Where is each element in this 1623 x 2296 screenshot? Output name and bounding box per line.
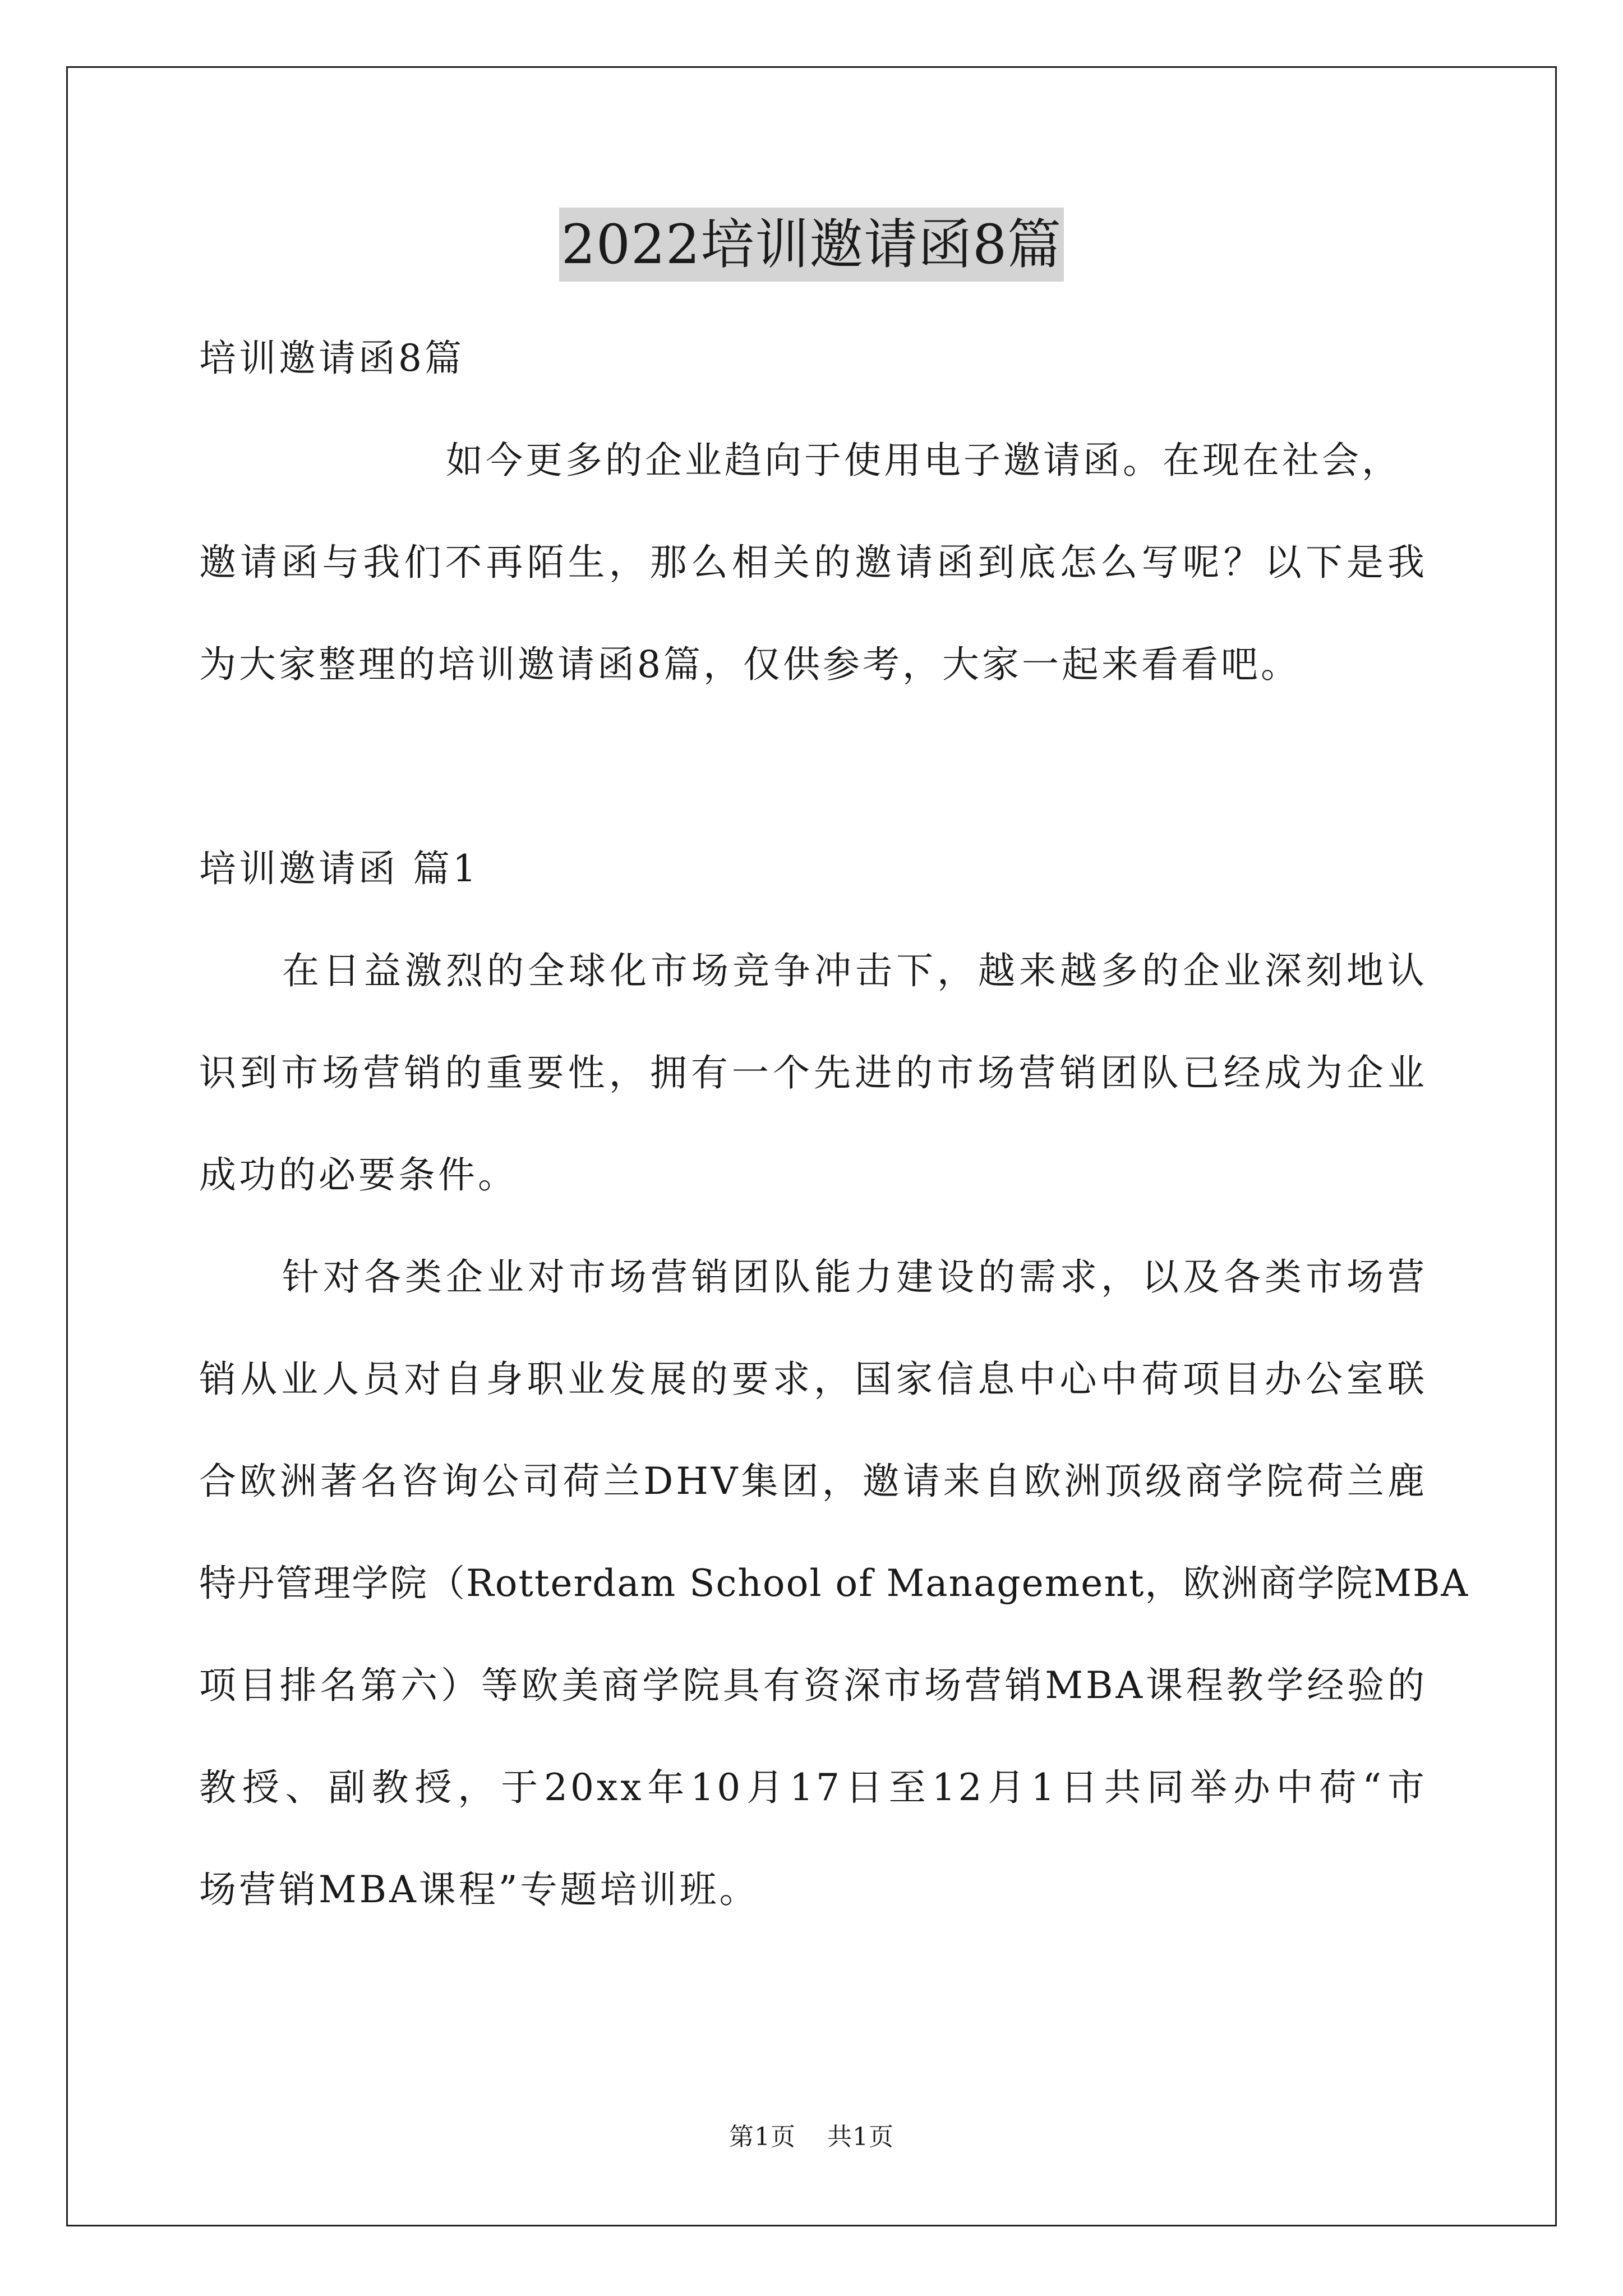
document-title: 2022培训邀请函8篇 <box>559 208 1064 282</box>
page-footer <box>0 2120 1623 2154</box>
section-heading: 培训邀请函 篇1 <box>199 847 479 890</box>
page-number-current: 第1页 <box>729 2123 796 2151</box>
document-subtitle: 培训邀请函8篇 <box>199 337 464 380</box>
title-container <box>0 208 1623 282</box>
para2-line-6: 教授、副教授，于20xx年10月17日至12月1日共同举办中荷“市 <box>199 1766 1427 1809</box>
intro-line-1: 如今更多的企业趋向于使用电子邀请函。在现在社会， <box>446 439 1401 482</box>
para2-line-2: 销从业人员对自身职业发展的要求，国家信息中心中荷项目办公室联 <box>199 1358 1427 1401</box>
para1-line-2: 识到市场营销的重要性，拥有一个先进的市场营销团队已经成为企业 <box>199 1051 1427 1094</box>
para2-line-7: 场营销MBA课程”专题培训班。 <box>199 1868 759 1911</box>
intro-line-2: 邀请函与我们不再陌生，那么相关的邀请函到底怎么写呢？以下是我 <box>199 541 1427 584</box>
para1-line-1: 在日益激烈的全球化市场竞争冲击下，越来越多的企业深刻地认 <box>282 949 1427 992</box>
para2-line-1: 针对各类企业对市场营销团队能力建设的需求，以及各类市场营 <box>282 1255 1427 1299</box>
intro-line-3: 为大家整理的培训邀请函8篇，仅供参考，大家一起来看看吧。 <box>199 643 1301 686</box>
para1-line-3: 成功的必要条件。 <box>199 1153 518 1197</box>
page-number-total: 共1页 <box>827 2123 894 2151</box>
para2-line-4: 特丹管理学院（Rotterdam School of Management，欧洲商学院MBA <box>199 1562 1469 1605</box>
para2-line-5: 项目排名第六）等欧美商学院具有资深市场营销MBA课程教学经验的 <box>199 1664 1427 1707</box>
para2-line-3: 合欧洲著名咨询公司荷兰DHV集团，邀请来自欧洲顶级商学院荷兰鹿 <box>199 1460 1427 1503</box>
document-body <box>199 307 1469 1941</box>
paragraph-gap <box>199 716 1427 818</box>
